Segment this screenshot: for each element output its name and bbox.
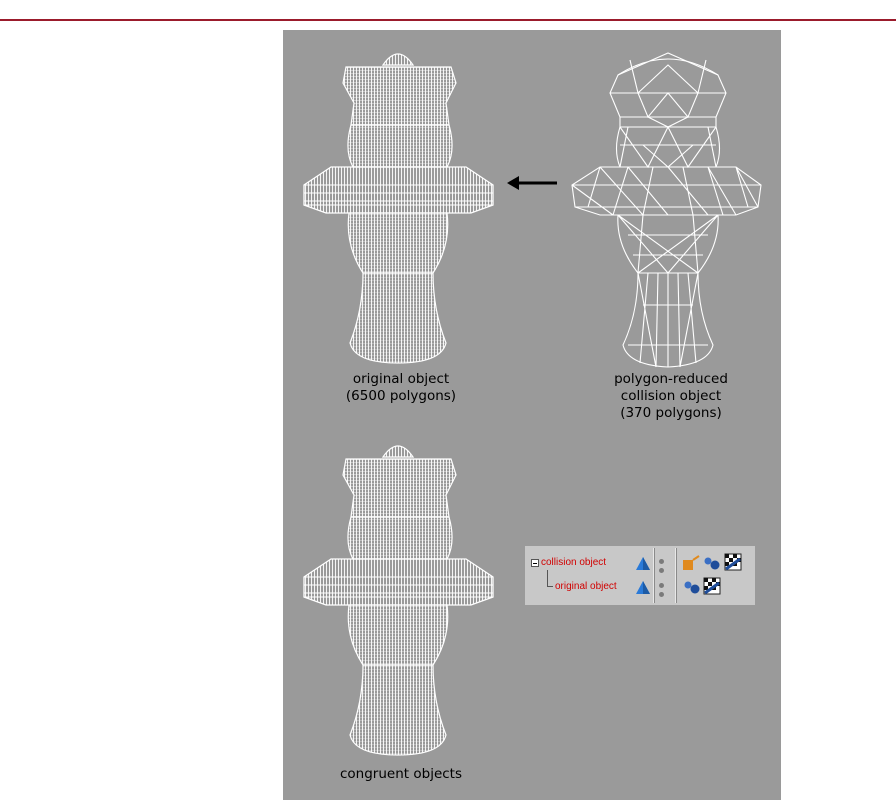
caption-line: (6500 polygons) [345,388,457,404]
object-row-original[interactable]: original object [555,581,617,592]
reduced-object-caption [583,371,759,422]
caption-line: collision object [620,388,722,404]
left-arrow-icon [505,174,565,192]
caption-line: polygon-reduced [614,371,728,387]
reduced-collision-object-wireframe [568,45,768,370]
caption-line: (370 polygons) [620,405,722,421]
congruent-objects-caption [313,766,489,783]
tree-connector [547,586,553,587]
visibility-dot-icon[interactable] [659,559,664,564]
figure-panel [283,30,781,800]
visibility-dot-icon[interactable] [659,568,664,573]
object-row-collision[interactable]: collision object [541,557,607,568]
tree-connector [547,570,548,586]
visibility-dot-icon[interactable] [659,583,664,588]
original-object-wireframe [301,45,496,365]
polygon-object-icon[interactable] [635,580,651,596]
collapse-toggle-icon[interactable] [531,559,539,567]
polygon-object-icon[interactable] [635,556,651,572]
congruent-objects-wireframe [301,437,496,757]
caption-line: congruent objects [340,766,462,782]
object-manager-panel [525,546,755,605]
caption-line: original object [352,371,450,387]
column-separator [675,548,677,603]
original-object-caption [313,371,489,405]
top-rule [0,19,896,21]
column-separator [653,548,655,603]
phong-tag-icon[interactable] [703,556,721,570]
material-tag-icon[interactable] [703,577,721,595]
visibility-dot-icon[interactable] [659,592,664,597]
collision-tag-icon[interactable] [681,554,703,572]
phong-tag-icon[interactable] [683,580,701,594]
material-tag-icon[interactable] [724,553,742,571]
